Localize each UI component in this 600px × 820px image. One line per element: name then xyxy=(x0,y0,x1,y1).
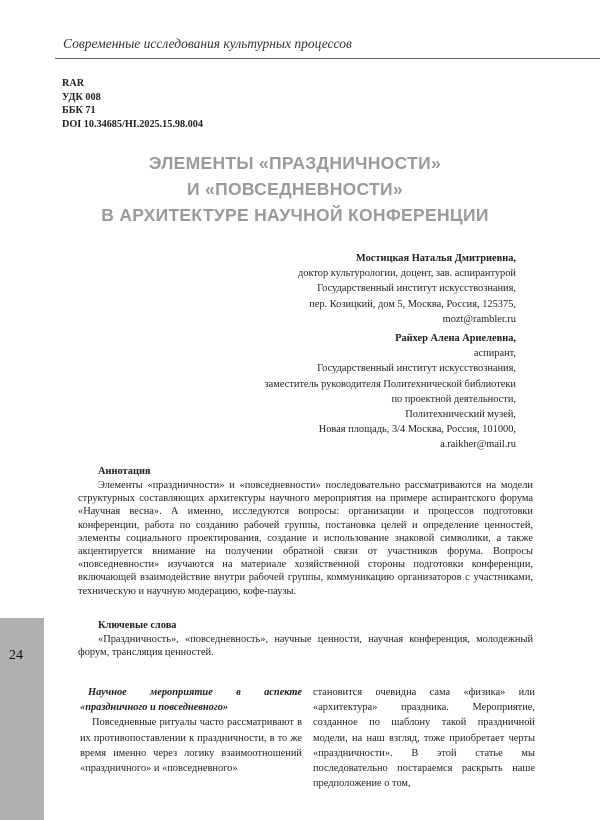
page-number: 24 xyxy=(9,648,23,663)
author-block-1 xyxy=(298,251,516,327)
author-line: Государственный институт искусствознания, xyxy=(317,363,516,375)
journal-title: Современные исследования культурных процессов xyxy=(63,36,352,51)
author-name: Мостицкая Наталья Дмитриевна, xyxy=(355,253,516,264)
article-meta xyxy=(62,77,203,131)
body-paragraph: Повседневные ритуалы часто рассматривают в их противопоставлении к праздничности, в то же время именно через логику взаимоотношений «праздничного» и «повседневного» xyxy=(80,717,302,775)
title-line: ЭЛЕМЕНТЫ «ПРАЗДНИЧНОСТИ» xyxy=(149,153,441,173)
author-line: заместитель руководителя Политехнической библиотеки xyxy=(264,378,516,390)
title-line: И «ПОВСЕДНЕВНОСТИ» xyxy=(187,179,403,199)
meta-doi: DOI 10.34685/HI.2025.15.98.004 xyxy=(62,118,203,130)
author-email[interactable]: a.raikher@mail.ru xyxy=(440,439,516,451)
author-line: Политехнический музей, xyxy=(405,409,516,421)
meta-rar: RAR xyxy=(62,78,85,89)
author-line: пер. Козицкий, дом 5, Москва, Россия, 125375, xyxy=(309,298,516,310)
meta-udk: УДК 008 xyxy=(62,91,101,103)
article-title xyxy=(60,150,530,228)
author-line: доктор культурологии, доцент, зав. аспирантурой xyxy=(297,268,516,280)
author-line: аспирант, xyxy=(473,348,516,360)
author-line: Государственный институт искусствознания, xyxy=(317,283,516,295)
author-email[interactable]: mozt@rambler.ru xyxy=(442,313,516,325)
body-paragraph: становится очевидна сама «физика» или «архитектура» праздника. Мероприятие, созданное по шаблону такой праздничной модели, на наш взгляд, тоже приобретает черты «праздничности». В этой статье мы последовательно постараемся раскрыть наше предположение о том, xyxy=(313,687,535,790)
body-column-left xyxy=(80,685,302,776)
body-column-right xyxy=(313,685,535,791)
title-line: В АРХИТЕКТУРЕ НАУЧНОЙ КОНФЕРЕНЦИИ xyxy=(101,205,489,225)
header-divider xyxy=(55,58,600,59)
section-heading: Научное мероприятие в аспекте «праздничного и повседневного» xyxy=(80,687,302,714)
author-line: по проектной деятельности, xyxy=(391,393,516,405)
keywords-text: «Праздничность», «повседневность», научные ценности, научная конференция, молодежный форум, трансляция ценностей. xyxy=(78,634,533,659)
meta-bbk: ББК 71 xyxy=(62,105,96,117)
author-name: Райхер Алена Ариелевна, xyxy=(395,333,516,344)
abstract-text: Элементы «праздничности» и «повседневности» последовательно рассматриваются на модели структурных составляющих архитектуры научного мероприятия на примере аспирантского форума «Научная весна». А именно, исследуются вопросы: организации и процессов подготовки конференции, работа по созданию рабочей группы, постановка целей и определение ценностей, элементы социального проектирования, создание и использование знаковой символики, а также акцентируется внимание на получении обратной связи от участников форума. Вопросы «повседневности» изучаются на материале хозяйственной стороны подготовки конференции, включающей взаимодействие внутри рабочей группы, коммуникацию организаторов с участниками, техническую и научную модерацию, кофе-паузы. xyxy=(78,480,533,597)
author-line: Новая площадь, 3/4 Москва, Россия, 101000, xyxy=(318,424,516,436)
keywords-heading: Ключевые слова xyxy=(98,620,177,631)
abstract-heading: Аннотация xyxy=(98,466,151,477)
author-block-2 xyxy=(265,331,516,453)
